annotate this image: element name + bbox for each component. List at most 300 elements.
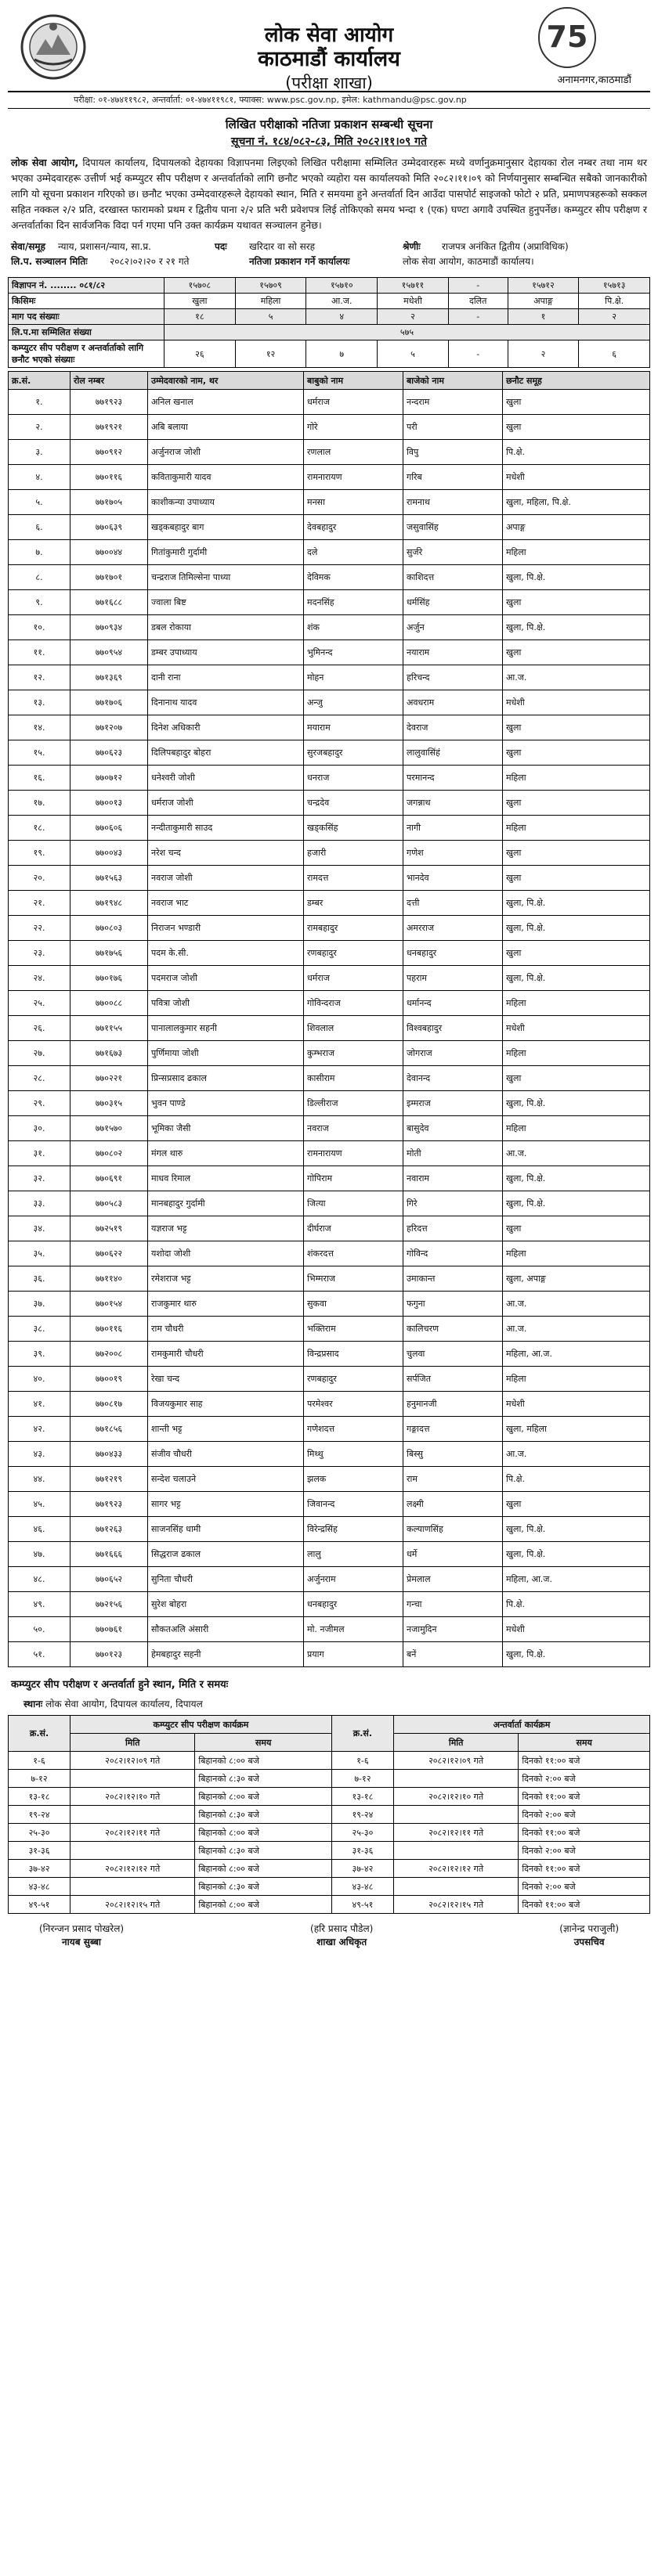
table-cell: सौकतअलि अंसारी: [148, 1617, 304, 1642]
selected-cell: २६: [164, 340, 236, 368]
publisher-label: नतिजा प्रकाशन गर्ने कार्यालयः: [249, 256, 350, 267]
table-cell: ५०.: [9, 1617, 70, 1642]
table-cell: ७७००१३: [70, 791, 148, 816]
table-cell: कविताकुमारी यादव: [148, 465, 304, 490]
table-cell: पानालालकुमार सहनी: [148, 1016, 304, 1041]
selected-cell: ५: [378, 340, 449, 368]
col-header: छनौट समूह: [503, 372, 650, 390]
table-cell: खुला, पि.क्षे.: [503, 966, 650, 991]
table-cell: नजामुदिन: [403, 1617, 503, 1642]
table-cell: खुला, अपाङ्ग: [503, 1266, 650, 1292]
table-cell: ७७१९२१: [70, 415, 148, 440]
table-cell: डम्बर: [304, 891, 403, 916]
table-cell: हनुमानजी: [403, 1392, 503, 1417]
table-cell: ९.: [9, 590, 70, 615]
table-row: [9, 1166, 650, 1191]
table-cell: ७७००८८: [70, 991, 148, 1016]
table-cell: रामदत्त: [304, 866, 403, 891]
table-cell: ७७००१९: [70, 1367, 148, 1392]
schedule-cell: ३१-३६: [9, 1842, 70, 1860]
table-cell: रणबहादुर: [304, 1367, 403, 1392]
table-cell: ७७११४०: [70, 1266, 148, 1292]
table-cell: डम्बर उपाध्याय: [148, 640, 304, 665]
table-cell: महिला: [503, 1241, 650, 1266]
table-cell: ज्वाला बिष्ट: [148, 590, 304, 615]
table-cell: ७७२५१९: [70, 1216, 148, 1241]
table-cell: खुला, पि.क्षे.: [503, 565, 650, 590]
table-cell: संजीव चौधरी: [148, 1442, 304, 1467]
table-cell: मधेशी: [503, 1617, 650, 1642]
table-cell: सुरेश बोहरा: [148, 1592, 304, 1617]
table-cell: ७.: [9, 540, 70, 565]
selected-cell: -: [448, 340, 508, 368]
notice-number: सूचना नं. १८४/०८२-८३, मिति २०८२।११।०९ गते: [230, 135, 427, 148]
table-cell: विजयकुमार साह: [148, 1392, 304, 1417]
table-cell: विपु: [403, 440, 503, 465]
table-cell: ८.: [9, 565, 70, 590]
table-cell: कासीराम: [304, 1066, 403, 1091]
org-title: लोक सेवा आयोग: [264, 23, 394, 47]
table-row: [9, 1392, 650, 1417]
table-cell: खुला, पि.क्षे.: [503, 615, 650, 640]
table-cell: जिवानन्द: [304, 1492, 403, 1517]
table-cell: ७७१७०५: [70, 490, 148, 515]
table-cell: लालुवासिंहं: [403, 740, 503, 766]
post-value: खरिदार वा सो सरह: [249, 241, 316, 252]
table-cell: २९.: [9, 1091, 70, 1116]
table-cell: परमानन्द: [403, 766, 503, 791]
table-cell: खुला: [503, 1492, 650, 1517]
table-cell: विरेन्द्रसिंह: [304, 1517, 403, 1542]
table-cell: खुला, पि.क्षे.: [503, 1091, 650, 1116]
table-cell: खुला: [503, 740, 650, 766]
table-row: [9, 740, 650, 766]
table-row: [9, 1342, 650, 1367]
table-cell: गन्चा: [403, 1592, 503, 1617]
table-row: [9, 766, 650, 791]
table-row: [9, 490, 650, 515]
schedule-cell: ३७-४२: [331, 1860, 393, 1878]
table-cell: ११.: [9, 640, 70, 665]
anniversary-number: 75: [546, 20, 588, 54]
table-cell: परमेश्वर: [304, 1392, 403, 1417]
table-row: [9, 540, 650, 565]
table-row: [9, 615, 650, 640]
table-cell: २५.: [9, 991, 70, 1016]
table-cell: काशिदत्त: [403, 565, 503, 590]
table-cell: ७७१५७०: [70, 1116, 148, 1141]
table-cell: रामनाथ: [403, 490, 503, 515]
table-cell: नवराज भाट: [148, 891, 304, 916]
table-cell: खुला, पि.क्षे.: [503, 1642, 650, 1667]
table-cell: शंकरदत्त: [304, 1241, 403, 1266]
table-cell: जगन्नाथ: [403, 791, 503, 816]
table-cell: खुला, पि.क्षे.: [503, 1517, 650, 1542]
schedule-cell: २०८२।१२।११ गते: [393, 1824, 518, 1842]
service-value: न्याय, प्रशासन/न्याय, सा.प्र.: [58, 241, 151, 252]
table-cell: ५१.: [9, 1642, 70, 1667]
table-cell: ७७०६२२: [70, 1241, 148, 1266]
table-cell: अर्जुनराज जोशी: [148, 440, 304, 465]
table-cell: ७७०९१२: [70, 440, 148, 465]
table-cell: धनेश्वरी जोशी: [148, 766, 304, 791]
sch-col-date: मिति: [70, 1734, 195, 1752]
table-cell: २४.: [9, 966, 70, 991]
table-row: [9, 465, 650, 490]
table-cell: ७७०९३४: [70, 615, 148, 640]
table-row: [9, 1241, 650, 1266]
table-cell: पवित्रा जोशी: [148, 991, 304, 1016]
col-header: उम्मेदवारको नाम, थर: [148, 372, 304, 390]
table-cell: महिला: [503, 1367, 650, 1392]
place-value: लोक सेवा आयोग, दिपायल कार्यालय, दिपायल: [45, 1699, 203, 1710]
table-cell: मोहन: [304, 665, 403, 690]
notice-title: लिखित परीक्षाको नतिजा प्रकाशन सम्बन्धी सूचना: [225, 117, 433, 132]
table-cell: सिद्धराज ढकाल: [148, 1542, 304, 1567]
table-cell: डिल्लीराज: [304, 1091, 403, 1116]
schedule-row: [9, 1860, 650, 1878]
table-cell: ७७०६५२: [70, 1567, 148, 1592]
table-cell: रणलाल: [304, 440, 403, 465]
table-cell: कालिचरण: [403, 1317, 503, 1342]
schedule-cell: बिहानको ८:३० बजे: [195, 1806, 331, 1824]
table-cell: सन्देश चलाउने: [148, 1467, 304, 1492]
table-cell: ३९.: [9, 1342, 70, 1367]
schedule-cell: २०८२।१२।१२ गते: [70, 1860, 195, 1878]
table-cell: ३०.: [9, 1116, 70, 1141]
contact-bar: परीक्षा: ०१-४७४११९८२, अन्तर्वार्ता: ०१-४७४११९८१, फ्याक्स: www.psc.gov.np, इमेल: kathmandu@psc.gov.np: [8, 91, 650, 109]
table-row: [9, 1567, 650, 1592]
table-cell: भानदेव: [403, 866, 503, 891]
table-cell: २७.: [9, 1041, 70, 1066]
table-cell: खुला: [503, 1216, 650, 1241]
schedule-row: [9, 1878, 650, 1896]
table-cell: ४९.: [9, 1592, 70, 1617]
adv-number: १५७०९: [235, 278, 306, 294]
schedule-cell: २५-३०: [9, 1824, 70, 1842]
table-cell: गङ्गादत्त: [403, 1417, 503, 1442]
table-cell: पदम के.सी.: [148, 941, 304, 966]
table-cell: ७७१२१९: [70, 1467, 148, 1492]
col-header: रोल नम्बर: [70, 372, 148, 390]
table-cell: प्रिन्सप्रसाद ढकाल: [148, 1066, 304, 1091]
table-cell: खुला, पि.क्षे.: [503, 1191, 650, 1216]
table-row: [9, 1417, 650, 1442]
table-cell: २.: [9, 415, 70, 440]
seats-label: माग पद संख्याः: [9, 309, 164, 325]
table-cell: पुर्णिमाया जोशी: [148, 1041, 304, 1066]
table-cell: ४१.: [9, 1392, 70, 1417]
table-row: [9, 891, 650, 916]
table-cell: देवानन्द: [403, 1066, 503, 1091]
table-cell: १०.: [9, 615, 70, 640]
table-row: [9, 866, 650, 891]
table-cell: राजकुमार थारु: [148, 1292, 304, 1317]
table-cell: अनिल खनाल: [148, 390, 304, 415]
table-cell: ७७०११६: [70, 465, 148, 490]
table-cell: धर्मानन्द: [403, 991, 503, 1016]
seats-cell: ५: [235, 309, 306, 325]
table-cell: अमरराज: [403, 916, 503, 941]
table-cell: १६.: [9, 766, 70, 791]
publisher-value: लोक सेवा आयोग, काठमाडौं कार्यालय।: [403, 256, 534, 267]
table-cell: मानबहादुर गुर्दामी: [148, 1191, 304, 1216]
adv-number: -: [448, 278, 508, 294]
table-row: [9, 1517, 650, 1542]
table-cell: नरेश चन्द: [148, 841, 304, 866]
table-cell: राम चौधरी: [148, 1317, 304, 1342]
schedule-cell: दिनको ११:०० बजे: [519, 1788, 650, 1806]
table-cell: माधव रिमाल: [148, 1166, 304, 1191]
table-cell: आ.ज.: [503, 1442, 650, 1467]
signatory: [310, 1922, 373, 1948]
table-cell: महिला: [503, 1116, 650, 1141]
schedule-cell: बिहानको ८:०० बजे: [195, 1824, 331, 1842]
table-cell: भूमिका जैसी: [148, 1116, 304, 1141]
table-row: [9, 565, 650, 590]
table-cell: खुला, पि.क्षे.: [503, 1542, 650, 1567]
table-cell: पदमराज जोशी: [148, 966, 304, 991]
seats-cell: १: [508, 309, 579, 325]
table-cell: सर्पजित: [403, 1367, 503, 1392]
table-cell: भक्तिराम: [304, 1317, 403, 1342]
table-cell: धनबहादुर: [403, 941, 503, 966]
table-cell: ७७१८५६: [70, 1417, 148, 1442]
office-address: अनामनगर,काठमाडौं: [557, 74, 631, 86]
schedule-cell: २०८२।१२।१० गते: [70, 1788, 195, 1806]
branch-title: (परीक्षा शाखा): [285, 74, 373, 92]
selected-cell: १२: [235, 340, 306, 368]
type-cell: आ.ज.: [306, 294, 378, 309]
sch-col-date: मिति: [393, 1734, 518, 1752]
table-cell: फगुना: [403, 1292, 503, 1317]
computer-test-header: कम्प्युटर सीप परीक्षण कार्यक्रम: [70, 1716, 332, 1734]
schedule-cell: ३१-३६: [331, 1842, 393, 1860]
table-cell: ४३.: [9, 1442, 70, 1467]
table-cell: दत्ती: [403, 891, 503, 916]
table-cell: शान्ती भट्ट: [148, 1417, 304, 1442]
table-cell: ७७१९२३: [70, 390, 148, 415]
schedule-cell: दिनको २:०० बजे: [519, 1842, 650, 1860]
table-cell: नन्दीताकुमारी साउद: [148, 816, 304, 841]
table-row: [9, 1592, 650, 1617]
table-cell: देवबहादुर: [304, 515, 403, 540]
table-cell: कुम्भराज: [304, 1041, 403, 1066]
schedule-cell: १३-१८: [331, 1788, 393, 1806]
signatory-name: (हरि प्रसाद पौडेल): [310, 1923, 374, 1934]
table-cell: शिवलाल: [304, 1016, 403, 1041]
schedule-cell: बिहानको ८:०० बजे: [195, 1860, 331, 1878]
schedule-cell: दिनको २:०० बजे: [519, 1878, 650, 1896]
table-cell: ३६.: [9, 1266, 70, 1292]
table-cell: मोती: [403, 1141, 503, 1166]
table-cell: खुला: [503, 941, 650, 966]
table-cell: दिनानाथ यादव: [148, 690, 304, 715]
table-cell: ७७१७०१: [70, 565, 148, 590]
table-cell: ७७०१२३: [70, 1642, 148, 1667]
table-cell: अबि बलाया: [148, 415, 304, 440]
table-cell: मदनसिंह: [304, 590, 403, 615]
table-cell: ४६.: [9, 1517, 70, 1542]
table-cell: लालु: [304, 1542, 403, 1567]
schedule-cell: बिहानको ८:३० बजे: [195, 1770, 331, 1788]
table-cell: १५.: [9, 740, 70, 766]
schedule-row: [9, 1752, 650, 1770]
table-cell: ७७०५८३: [70, 1191, 148, 1216]
seats-cell: २: [579, 309, 650, 325]
table-cell: मिथ्थु: [304, 1442, 403, 1467]
table-cell: ७७०९५४: [70, 640, 148, 665]
schedule-cell: [393, 1770, 518, 1788]
table-cell: जसुवासिंह: [403, 515, 503, 540]
table-cell: ६.: [9, 515, 70, 540]
table-cell: गणेश: [403, 841, 503, 866]
schedule-cell: [70, 1842, 195, 1860]
table-cell: ७७०२२१: [70, 1066, 148, 1091]
signatory-post: शाखा अधिकृत: [316, 1937, 367, 1947]
schedule-cell: दिनको ११:०० बजे: [519, 1824, 650, 1842]
table-cell: कल्याणसिंह: [403, 1517, 503, 1542]
table-cell: ७७१६८८: [70, 590, 148, 615]
seats-cell: -: [448, 309, 508, 325]
schedule-row: [9, 1824, 650, 1842]
table-cell: खुला: [503, 415, 650, 440]
table-cell: ३४.: [9, 1216, 70, 1241]
table-row: [9, 1367, 650, 1392]
table-cell: अवधराम: [403, 690, 503, 715]
letterhead: [8, 6, 650, 91]
table-cell: गितांकुमारी गुर्दामी: [148, 540, 304, 565]
adv-label: विज्ञापन नं. ........ ०८१/८२: [9, 278, 164, 294]
table-cell: प्रेमलाल: [403, 1567, 503, 1592]
table-cell: चन्द्रराज तिमिल्सेना पाध्या: [148, 565, 304, 590]
table-row: [9, 841, 650, 866]
table-cell: खड्कबहादुर बाग: [148, 515, 304, 540]
table-cell: ७७०३१५: [70, 1091, 148, 1116]
notice-body: [11, 155, 647, 233]
table-cell: ७७१६७३: [70, 1041, 148, 1066]
table-cell: ४०.: [9, 1367, 70, 1392]
schedule-place: [24, 1697, 650, 1710]
table-cell: ३१.: [9, 1141, 70, 1166]
schedule-cell: बिहानको ८:३० बजे: [195, 1878, 331, 1896]
table-row: [9, 515, 650, 540]
exam-date-value: २०८२।०२।२० र २१ गते: [110, 256, 190, 267]
table-cell: ७७०७६१: [70, 1617, 148, 1642]
table-cell: गोरे: [304, 415, 403, 440]
table-cell: पि.क्षे.: [503, 1592, 650, 1617]
schedule-cell: १-६: [331, 1752, 393, 1770]
schedule-cell: ३७-४२: [9, 1860, 70, 1878]
seats-cell: २: [378, 309, 449, 325]
table-cell: महिला, आ.ज.: [503, 1342, 650, 1367]
table-cell: आ.ज.: [503, 1141, 650, 1166]
col-header: बाजेको नाम: [403, 372, 503, 390]
notice-page: [8, 0, 650, 1948]
table-cell: झलक: [304, 1467, 403, 1492]
place-label: स्थानः: [24, 1699, 43, 1710]
schedule-cell: बिहानको ८:३० बजे: [195, 1842, 331, 1860]
table-cell: ७७१२०७: [70, 715, 148, 740]
schedule-cell: [393, 1842, 518, 1860]
table-row: [9, 1492, 650, 1517]
table-cell: ७७१३६९: [70, 665, 148, 690]
table-cell: नयाराम: [403, 640, 503, 665]
type-cell: खुला: [164, 294, 236, 309]
selected-label: कम्प्युटर सीप परीक्षण र अन्तर्वार्ताको लागि छनौट भएको संख्याः: [9, 340, 164, 368]
table-cell: भुमिनन्द: [304, 640, 403, 665]
table-cell: राम: [403, 1467, 503, 1492]
table-row: [9, 966, 650, 991]
table-cell: ७७११५५: [70, 1016, 148, 1041]
table-row: [9, 991, 650, 1016]
table-cell: मो. नजीमल: [304, 1617, 403, 1642]
schedule-cell: २०८२।१२।१२ गते: [393, 1860, 518, 1878]
schedule-cell: २०८२।१२।१५ गते: [393, 1896, 518, 1914]
table-cell: ७७००४४: [70, 540, 148, 565]
table-cell: ७७०७१२: [70, 766, 148, 791]
table-row: [9, 440, 650, 465]
table-row: [9, 1642, 650, 1667]
schedule-cell: दिनको ११:०० बजे: [519, 1860, 650, 1878]
type-cell: दलित: [448, 294, 508, 309]
table-cell: १७.: [9, 791, 70, 816]
notice-body-lead: लोक सेवा आयोग,: [11, 157, 79, 168]
schedule-cell: बिहानको ८:०० बजे: [195, 1896, 331, 1914]
table-row: [9, 390, 650, 415]
table-cell: लक्ष्मी: [403, 1492, 503, 1517]
class-label: श्रेणीः: [403, 241, 421, 252]
table-cell: नवाराम: [403, 1166, 503, 1191]
signatory-name: (निरन्जन प्रसाद पोखरेल): [39, 1923, 125, 1934]
table-row: [9, 415, 650, 440]
table-row: [9, 1016, 650, 1041]
table-cell: मधेशी: [503, 690, 650, 715]
table-cell: सागर भट्ट: [148, 1492, 304, 1517]
schedule-cell: १९-२४: [9, 1806, 70, 1824]
candidates-header-row: [9, 372, 650, 390]
schedule-row: [9, 1788, 650, 1806]
schedule-cell: २०८२।१२।०९ गते: [393, 1752, 518, 1770]
table-row: [9, 1116, 650, 1141]
table-cell: ७७१९४८: [70, 891, 148, 916]
table-cell: १३.: [9, 690, 70, 715]
table-cell: धर्मराज: [304, 390, 403, 415]
schedule-row: [9, 1770, 650, 1788]
table-cell: ७७२१५६: [70, 1592, 148, 1617]
table-cell: ३५.: [9, 1241, 70, 1266]
table-row: [9, 715, 650, 740]
table-row: [9, 1467, 650, 1492]
table-cell: इम्मराज: [403, 1091, 503, 1116]
table-cell: प्रयाग: [304, 1642, 403, 1667]
schedule-cell: ४३-४८: [9, 1878, 70, 1896]
table-cell: ४४.: [9, 1467, 70, 1492]
table-cell: खुला: [503, 1066, 650, 1091]
table-cell: ७७०८०२: [70, 1141, 148, 1166]
table-cell: २२.: [9, 916, 70, 941]
table-cell: चुलवा: [403, 1342, 503, 1367]
table-cell: रामनारायण: [304, 465, 403, 490]
candidates-table: [8, 371, 650, 1667]
schedule-cell: २०८२।१२।०९ गते: [70, 1752, 195, 1770]
schedule-body: [9, 1752, 650, 1914]
schedule-cell: १३-१८: [9, 1788, 70, 1806]
table-cell: खुला: [503, 590, 650, 615]
schedule-row: [9, 1842, 650, 1860]
schedule-cell: [393, 1878, 518, 1896]
schedule-cell: २०८२।१२।१५ गते: [70, 1896, 195, 1914]
